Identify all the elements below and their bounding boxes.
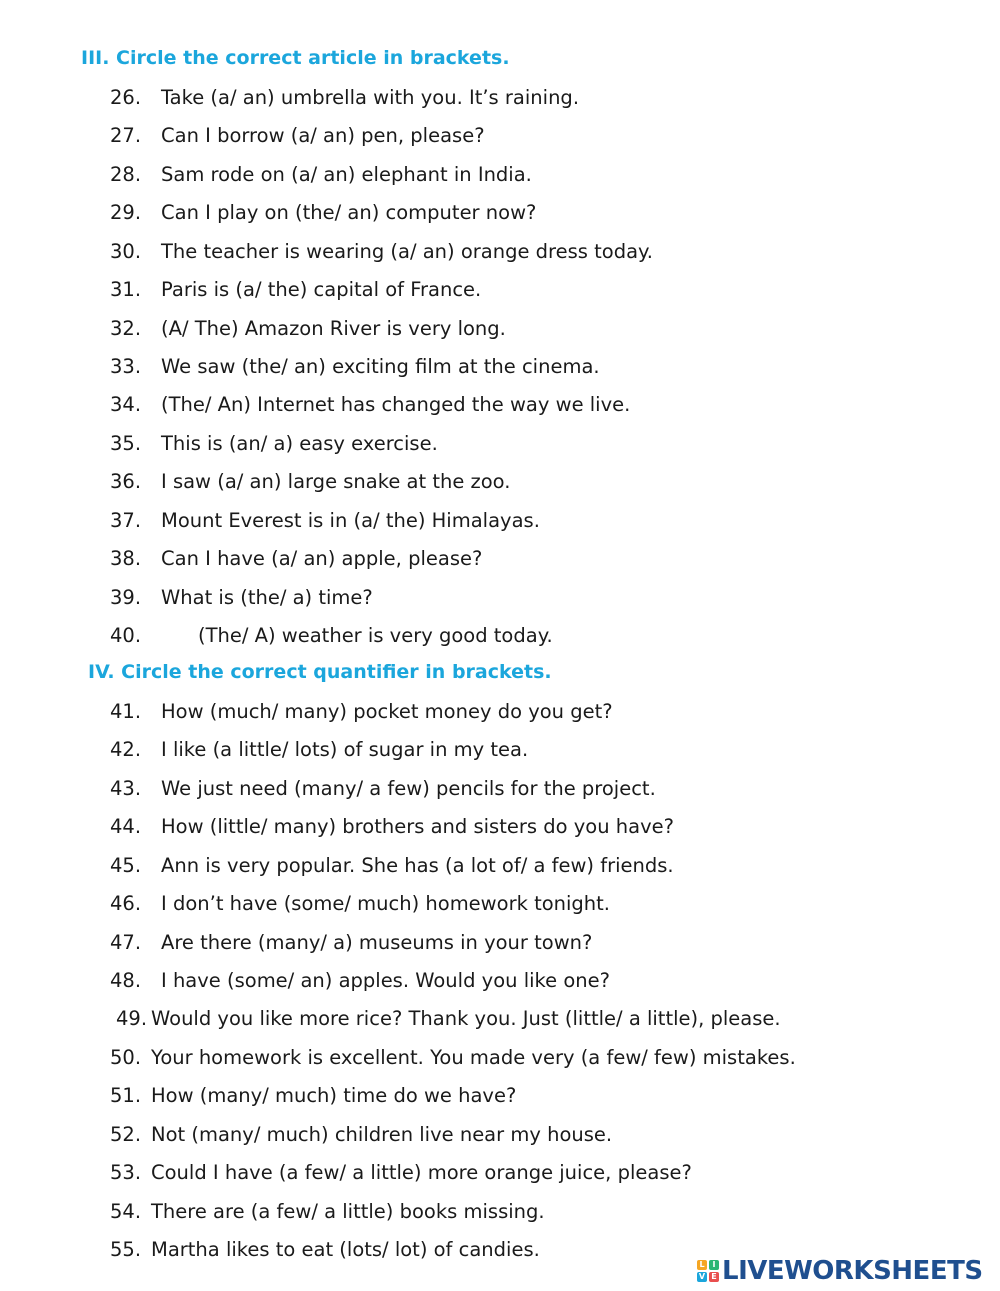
section-heading-quantifiers: IV. Circle the correct quantifier in brackets. xyxy=(88,661,552,683)
exercise-item xyxy=(0,888,1000,920)
exercise-item xyxy=(0,159,1000,191)
exercise-item xyxy=(0,236,1000,268)
exercise-item xyxy=(0,620,1000,652)
item-number: 45. xyxy=(110,853,142,877)
item-sentence: (A/ The) Amazon River is very long. xyxy=(161,316,506,340)
item-number: 52. xyxy=(110,1122,142,1146)
item-sentence: How (many/ much) time do we have? xyxy=(151,1084,517,1108)
logo-tile: I xyxy=(709,1260,719,1270)
item-number: 53. xyxy=(110,1161,142,1185)
item-sentence: Are there (many/ a) museums in your town? xyxy=(161,930,593,954)
item-number: 48. xyxy=(110,969,142,992)
item-sentence: Mount Everest is in (a/ the) Himalayas. xyxy=(161,508,540,532)
exercise-item xyxy=(0,965,1000,997)
exercise-item xyxy=(0,505,1000,537)
item-sentence: The teacher is wearing (a/ an) orange dress today. xyxy=(161,239,654,263)
item-sentence: I have (some/ an) apples. Would you like one? xyxy=(161,969,610,992)
item-number: 37. xyxy=(110,508,142,532)
item-number: 54. xyxy=(110,1199,142,1223)
item-sentence: I don’t have (some/ much) homework tonight. xyxy=(161,892,611,916)
item-number: 34. xyxy=(110,393,142,417)
item-number: 42. xyxy=(110,738,142,762)
item-number: 32. xyxy=(110,316,142,340)
exercise-item xyxy=(0,82,1000,114)
item-number: 43. xyxy=(110,776,142,800)
item-sentence: Martha likes to eat (lots/ lot) of candies. xyxy=(151,1238,540,1262)
item-number: 36. xyxy=(110,470,142,494)
exercise-item xyxy=(0,1003,1000,1035)
exercise-item xyxy=(0,1080,1000,1112)
item-number: 51. xyxy=(110,1084,142,1108)
item-number: 39. xyxy=(110,585,142,609)
logo-tile: V xyxy=(698,1272,706,1281)
item-sentence: Can I borrow (a/ an) pen, please? xyxy=(161,124,485,148)
item-sentence: Your homework is excellent. You made very (a few/ few) mistakes. xyxy=(151,1045,796,1069)
exercise-item xyxy=(0,1196,1000,1228)
item-number: 33. xyxy=(110,355,142,378)
item-number: 31. xyxy=(110,278,142,302)
section-heading-articles: III. Circle the correct article in brackets. xyxy=(81,47,510,69)
item-number: 50. xyxy=(110,1045,142,1069)
exercise-item xyxy=(0,696,1000,728)
item-sentence: This is (an/ a) easy exercise. xyxy=(161,431,438,455)
item-sentence: Sam rode on (a/ an) elephant in India. xyxy=(161,162,532,186)
exercise-item xyxy=(0,428,1000,460)
exercise-item xyxy=(0,1042,1000,1074)
item-number: 29. xyxy=(110,201,142,225)
item-number: 49. xyxy=(116,1007,148,1031)
exercise-item xyxy=(0,274,1000,306)
item-sentence: We saw (the/ an) exciting film at the cinema. xyxy=(161,355,600,378)
item-sentence: I like (a little/ lots) of sugar in my tea. xyxy=(161,738,529,762)
exercise-item xyxy=(0,734,1000,766)
liveworksheets-logo xyxy=(697,1254,983,1288)
exercise-item xyxy=(0,466,1000,498)
item-sentence: (The/ A) weather is very good today. xyxy=(198,624,553,648)
exercise-item xyxy=(0,120,1000,152)
item-sentence: I saw (a/ an) large snake at the zoo. xyxy=(161,470,511,494)
item-sentence: How (much/ many) pocket money do you get? xyxy=(161,700,613,723)
item-number: 47. xyxy=(110,930,142,954)
item-sentence: There are (a few/ a little) books missing. xyxy=(151,1199,545,1223)
item-number: 38. xyxy=(110,547,142,571)
exercise-item xyxy=(0,389,1000,421)
item-sentence: (The/ An) Internet has changed the way we live. xyxy=(161,393,631,417)
logo-wordmark: LIVEWORKSHEETS xyxy=(722,1256,983,1286)
item-number: 41. xyxy=(110,700,142,723)
item-sentence: Would you like more rice? Thank you. Just (little/ a little), please. xyxy=(151,1007,781,1031)
item-sentence: Could I have (a few/ a little) more orange juice, please? xyxy=(151,1161,692,1185)
logo-tile: L xyxy=(697,1260,707,1270)
exercise-item xyxy=(0,773,1000,805)
item-number: 35. xyxy=(110,431,142,455)
logo-mark-icon xyxy=(697,1260,719,1282)
item-number: 46. xyxy=(110,892,142,916)
item-sentence: Can I have (a/ an) apple, please? xyxy=(161,547,483,571)
logo-tile: E xyxy=(709,1272,719,1282)
item-sentence: Ann is very popular. She has (a lot of/ a few) friends. xyxy=(161,853,674,877)
item-sentence: How (little/ many) brothers and sisters do you have? xyxy=(161,815,674,839)
exercise-item xyxy=(0,543,1000,575)
item-number: 26. xyxy=(110,86,142,109)
item-sentence: Paris is (a/ the) capital of France. xyxy=(161,278,482,302)
item-sentence: Not (many/ much) children live near my house. xyxy=(151,1122,613,1146)
exercise-item xyxy=(0,582,1000,614)
item-sentence: What is (the/ a) time? xyxy=(161,585,373,609)
item-number: 28. xyxy=(110,162,142,186)
item-number: 55. xyxy=(110,1238,142,1262)
exercise-item xyxy=(0,197,1000,229)
exercise-item xyxy=(0,811,1000,843)
item-number: 40. xyxy=(110,624,142,648)
exercise-item xyxy=(0,1157,1000,1189)
item-number: 44. xyxy=(110,815,142,839)
item-sentence: We just need (many/ a few) pencils for the project. xyxy=(161,776,656,800)
exercise-item xyxy=(0,351,1000,383)
exercise-item xyxy=(0,1119,1000,1151)
exercise-item xyxy=(0,850,1000,882)
item-number: 30. xyxy=(110,239,142,263)
item-sentence: Take (a/ an) umbrella with you. It’s raining. xyxy=(161,86,580,109)
item-number: 27. xyxy=(110,124,142,148)
exercise-item xyxy=(0,927,1000,959)
item-sentence: Can I play on (the/ an) computer now? xyxy=(161,201,537,225)
exercise-item xyxy=(0,313,1000,345)
